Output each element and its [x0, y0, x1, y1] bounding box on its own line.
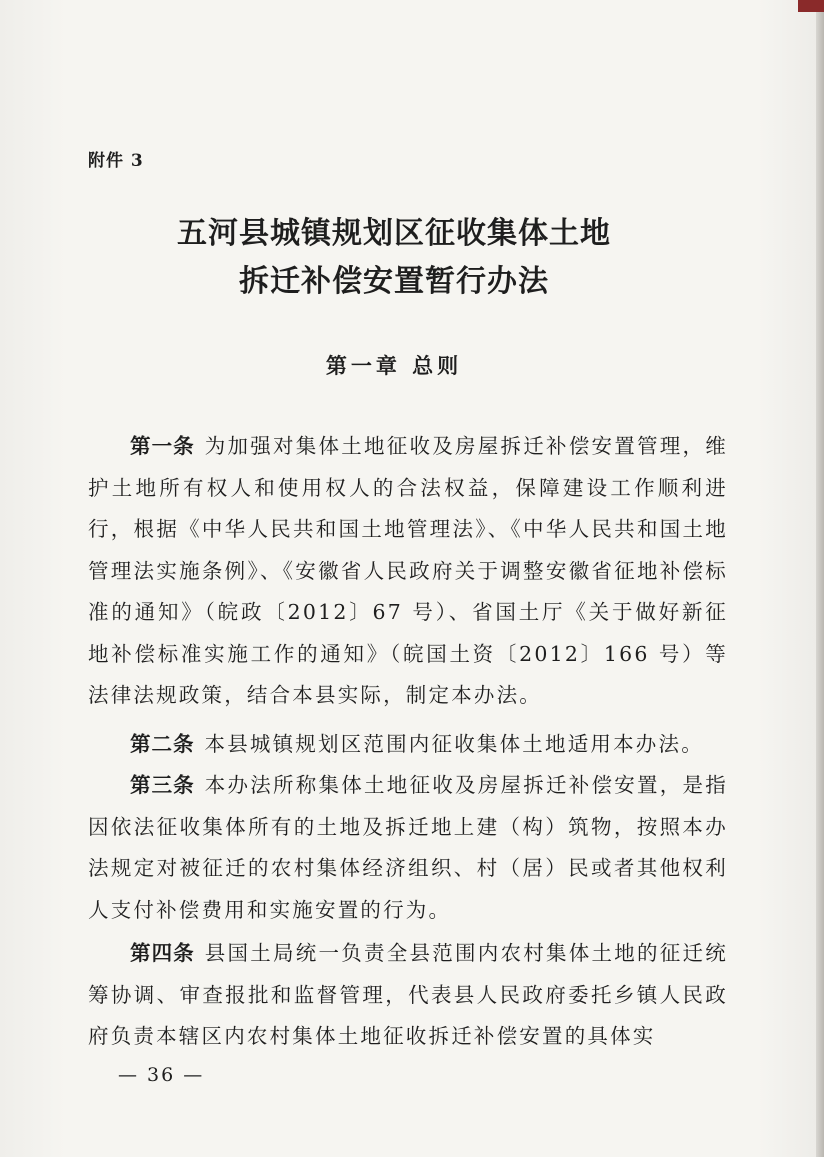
page-number: — 36 —	[118, 1064, 205, 1086]
book-spine	[816, 0, 824, 1157]
article-4-lead: 第四条	[130, 941, 195, 965]
article-4-text: 县国土局统一负责全县范围内农村集体土地的征迁统筹协调、审查报批和监督管理，代表县人民政府委托乡镇人民政府负责本辖区内农村集体土地征收拆迁补偿安置的具体实	[88, 941, 728, 1048]
article-2-lead: 第二条	[130, 732, 195, 756]
article-3-text: 本办法所称集体土地征收及房屋拆迁补偿安置，是指因依法征收集体所有的土地及拆迁地上建（构）筑物，按照本办法规定对被征迁的农村集体经济组织、村（居）民或者其他权利人支付补偿费用和实施安置的行为。	[88, 773, 728, 922]
article-1-text: 为加强对集体土地征收及房屋拆迁补偿安置管理，维护土地所有权人和使用权人的合法权益，保障建设工作顺利进行，根据《中华人民共和国土地管理法》、《中华人民共和国土地管理法实施条例》、《安徽省人民政府关于调整安徽省征地补偿标准的通知》（皖政〔2012〕67 号）、省国土厅《关于做好新征地补偿标准实施工作的通知》（皖国土资〔2012〕166 号）等法律法规政策，结合本县实际，制定本办法。	[88, 434, 728, 707]
document-title-line-1: 五河县城镇规划区征收集体土地	[177, 216, 611, 251]
article-3-lead: 第三条	[130, 773, 195, 797]
attachment-label: 附件 3	[88, 151, 144, 171]
document-title-line-2: 拆迁补偿安置暂行办法	[239, 264, 549, 299]
article-2-text: 本县城镇规划区范围内征收集体土地适用本办法。	[204, 732, 704, 756]
article-1-lead: 第一条	[130, 434, 195, 458]
article-3	[88, 765, 728, 931]
article-2	[88, 724, 728, 766]
cover-corner	[798, 0, 824, 12]
article-1	[88, 426, 728, 717]
article-4	[88, 933, 728, 1058]
chapter-heading: 第一章 总则	[325, 353, 463, 378]
